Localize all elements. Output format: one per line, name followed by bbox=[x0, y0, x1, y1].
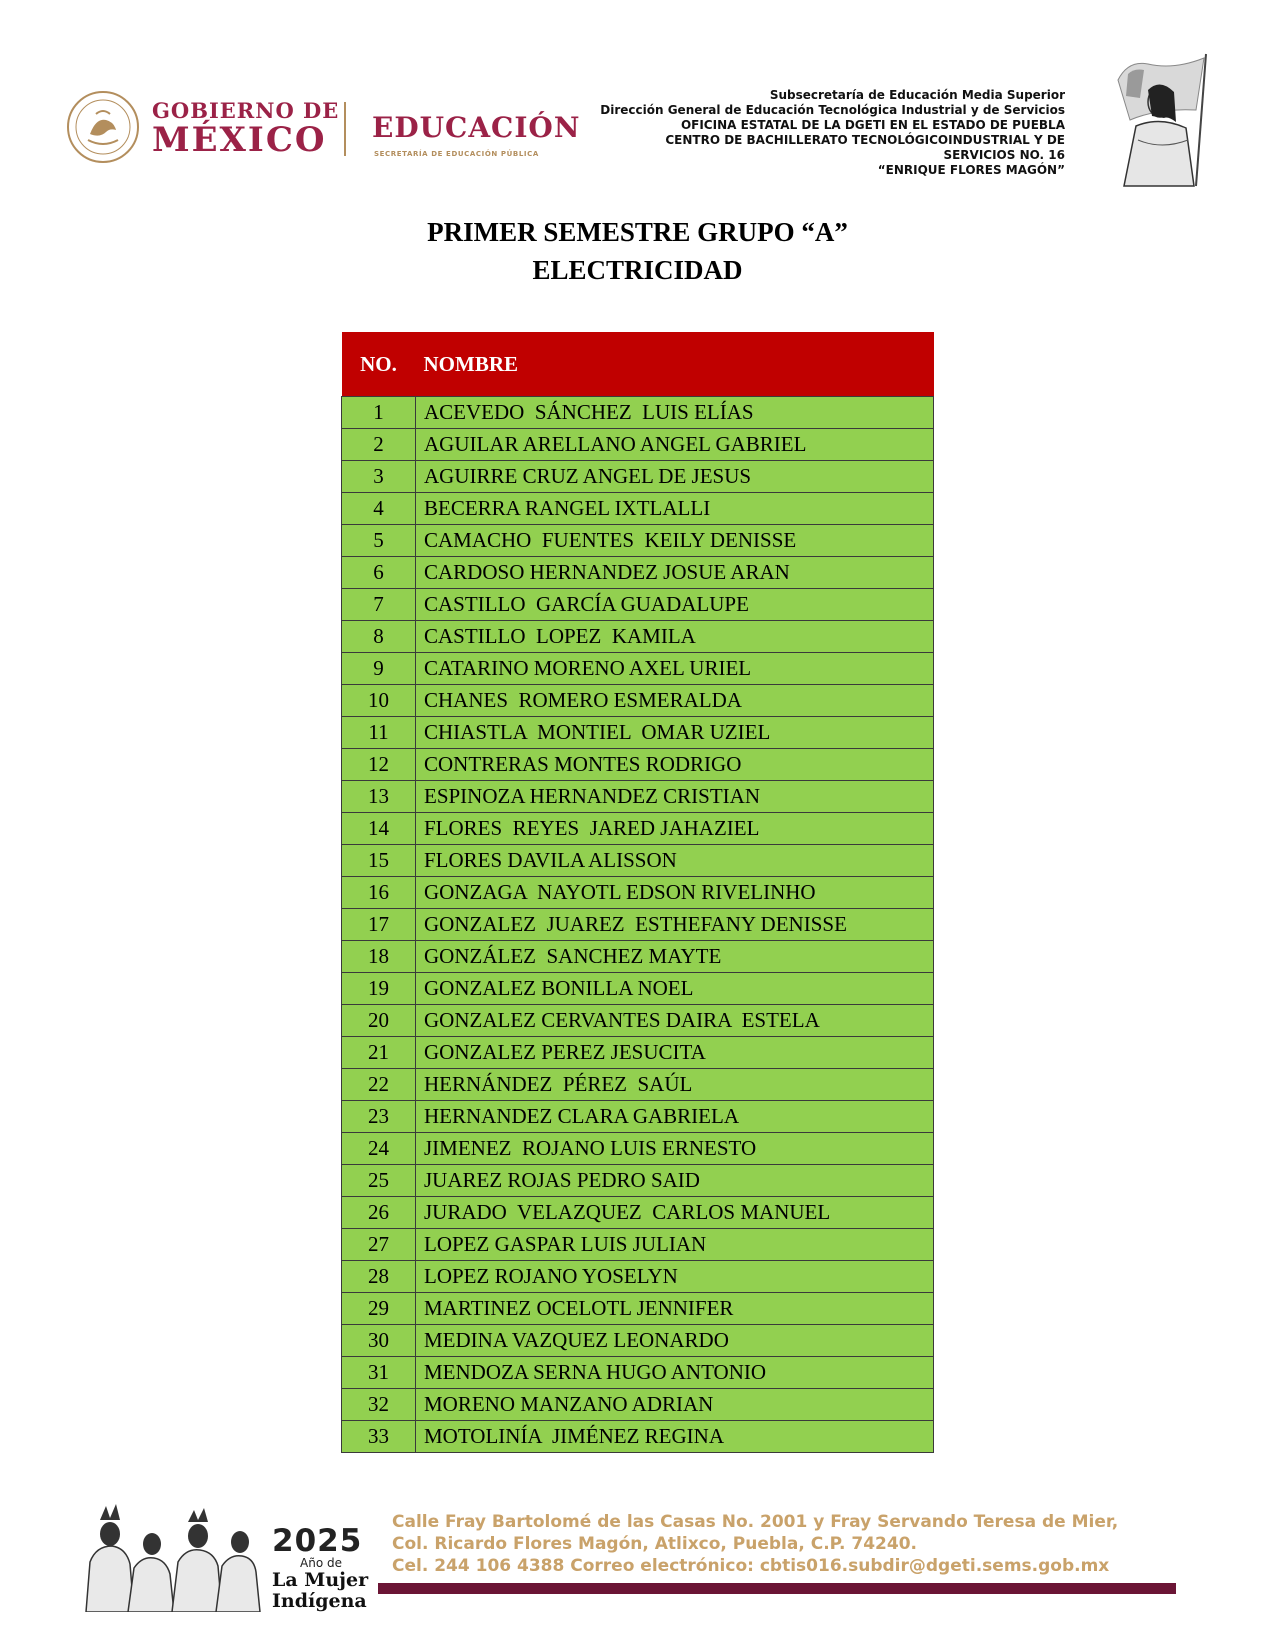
row-number: 33 bbox=[342, 1421, 416, 1453]
gobierno-line1: GOBIERNO DE bbox=[152, 98, 340, 123]
table-row bbox=[342, 877, 934, 909]
student-name: HERNANDEZ CLARA GABRIELA bbox=[416, 1101, 934, 1133]
student-list-table bbox=[341, 332, 934, 1453]
table-row bbox=[342, 557, 934, 589]
row-number: 32 bbox=[342, 1389, 416, 1421]
student-name: CASTILLO LOPEZ KAMILA bbox=[416, 621, 934, 653]
table-row bbox=[342, 1165, 934, 1197]
student-name: CAMACHO FUENTES KEILY DENISSE bbox=[416, 525, 934, 557]
student-name: GONZALEZ PEREZ JESUCITA bbox=[416, 1037, 934, 1069]
student-name: MENDOZA SERNA HUGO ANTONIO bbox=[416, 1357, 934, 1389]
table-row bbox=[342, 813, 934, 845]
student-name: MORENO MANZANO ADRIAN bbox=[416, 1389, 934, 1421]
student-name: JUAREZ ROJAS PEDRO SAID bbox=[416, 1165, 934, 1197]
government-logo-block bbox=[66, 90, 586, 170]
table-row bbox=[342, 653, 934, 685]
student-name: LOPEZ ROJANO YOSELYN bbox=[416, 1261, 934, 1293]
footer-indigena: Indígena bbox=[272, 1590, 367, 1613]
row-number: 27 bbox=[342, 1229, 416, 1261]
student-name: GONZAGA NAYOTL EDSON RIVELINHO bbox=[416, 877, 934, 909]
institution-line: “ENRIQUE FLORES MAGÓN” bbox=[877, 163, 1065, 177]
address-line: Calle Fray Bartolomé de las Casas No. 2001 y Fray Servando Teresa de Mier, bbox=[392, 1512, 1119, 1532]
table-row bbox=[342, 1261, 934, 1293]
student-name: HERNÁNDEZ PÉREZ SAÚL bbox=[416, 1069, 934, 1101]
row-number: 11 bbox=[342, 717, 416, 749]
year-of-indigenous-woman-logo bbox=[272, 1523, 369, 1613]
row-number: 15 bbox=[342, 845, 416, 877]
table-row bbox=[342, 461, 934, 493]
table-row bbox=[342, 429, 934, 461]
document-subtitle: ELECTRICIDAD bbox=[532, 255, 743, 285]
table-row bbox=[342, 973, 934, 1005]
educacion-subtitle: SECRETARÍA DE EDUCACIÓN PÚBLICA bbox=[374, 150, 539, 158]
table-row bbox=[342, 685, 934, 717]
student-name: BECERRA RANGEL IXTLALLI bbox=[416, 493, 934, 525]
row-number: 23 bbox=[342, 1101, 416, 1133]
footer-year: 2025 bbox=[272, 1523, 363, 1559]
row-number: 20 bbox=[342, 1005, 416, 1037]
student-name: MOTOLINÍA JIMÉNEZ REGINA bbox=[416, 1421, 934, 1453]
row-number: 26 bbox=[342, 1197, 416, 1229]
row-number: 12 bbox=[342, 749, 416, 781]
student-name: JIMENEZ ROJANO LUIS ERNESTO bbox=[416, 1133, 934, 1165]
table-row bbox=[342, 781, 934, 813]
address-line: Cel. 244 106 4388 Correo electrónico: cbtis016.subdir@dgeti.sems.gob.mx bbox=[392, 1556, 1110, 1576]
row-number: 24 bbox=[342, 1133, 416, 1165]
row-number: 2 bbox=[342, 429, 416, 461]
row-number: 19 bbox=[342, 973, 416, 1005]
table-row bbox=[342, 1101, 934, 1133]
student-name: MARTINEZ OCELOTL JENNIFER bbox=[416, 1293, 934, 1325]
column-header-no: NO. bbox=[342, 332, 416, 397]
table-row bbox=[342, 525, 934, 557]
table-row bbox=[342, 1421, 934, 1453]
row-number: 21 bbox=[342, 1037, 416, 1069]
student-name: JURADO VELAZQUEZ CARLOS MANUEL bbox=[416, 1197, 934, 1229]
table-row bbox=[342, 493, 934, 525]
row-number: 10 bbox=[342, 685, 416, 717]
student-name: AGUILAR ARELLANO ANGEL GABRIEL bbox=[416, 429, 934, 461]
row-number: 5 bbox=[342, 525, 416, 557]
student-name: LOPEZ GASPAR LUIS JULIAN bbox=[416, 1229, 934, 1261]
table-row bbox=[342, 397, 934, 429]
table-row bbox=[342, 845, 934, 877]
footer-address bbox=[392, 1511, 1118, 1577]
row-number: 6 bbox=[342, 557, 416, 589]
student-name: ESPINOZA HERNANDEZ CRISTIAN bbox=[416, 781, 934, 813]
row-number: 1 bbox=[342, 397, 416, 429]
row-number: 9 bbox=[342, 653, 416, 685]
student-name: ACEVEDO SÁNCHEZ LUIS ELÍAS bbox=[416, 397, 934, 429]
indigenous-women-illustration-icon bbox=[82, 1502, 262, 1612]
row-number: 22 bbox=[342, 1069, 416, 1101]
table-row bbox=[342, 1069, 934, 1101]
row-number: 28 bbox=[342, 1261, 416, 1293]
row-number: 3 bbox=[342, 461, 416, 493]
student-name: CASTILLO GARCÍA GUADALUPE bbox=[416, 589, 934, 621]
student-name: CHIASTLA MONTIEL OMAR UZIEL bbox=[416, 717, 934, 749]
table-header-row bbox=[342, 332, 934, 397]
table-row bbox=[342, 1037, 934, 1069]
table-row bbox=[342, 1325, 934, 1357]
student-name: FLORES REYES JARED JAHAZIEL bbox=[416, 813, 934, 845]
student-name: MEDINA VAZQUEZ LEONARDO bbox=[416, 1325, 934, 1357]
institution-line: Subsecretaría de Educación Media Superior bbox=[769, 88, 1065, 102]
institution-line: Dirección General de Educación Tecnológica Industrial y de Servicios bbox=[600, 103, 1065, 117]
table-row bbox=[342, 1293, 934, 1325]
footer-ano-de: Año de bbox=[300, 1556, 342, 1570]
row-number: 25 bbox=[342, 1165, 416, 1197]
table-row bbox=[342, 1005, 934, 1037]
educacion-wordmark: EDUCACIÓN bbox=[372, 111, 581, 144]
footer-la-mujer: La Mujer bbox=[272, 1569, 369, 1592]
table-row bbox=[342, 589, 934, 621]
row-number: 18 bbox=[342, 941, 416, 973]
institution-heading bbox=[545, 88, 1065, 178]
table-row bbox=[342, 1229, 934, 1261]
row-number: 8 bbox=[342, 621, 416, 653]
student-name: CARDOSO HERNANDEZ JOSUE ARAN bbox=[416, 557, 934, 589]
row-number: 16 bbox=[342, 877, 416, 909]
row-number: 30 bbox=[342, 1325, 416, 1357]
logo-divider bbox=[344, 102, 346, 156]
student-name: GONZALEZ JUAREZ ESTHEFANY DENISSE bbox=[416, 909, 934, 941]
table-row bbox=[342, 941, 934, 973]
table-row bbox=[342, 1357, 934, 1389]
student-name: CATARINO MORENO AXEL URIEL bbox=[416, 653, 934, 685]
institution-line: CENTRO DE BACHILLERATO TECNOLÓGICOINDUSTRIAL Y DE bbox=[665, 133, 1065, 147]
row-number: 13 bbox=[342, 781, 416, 813]
institution-line: OFICINA ESTATAL DE LA DGETI EN EL ESTADO DE PUEBLA bbox=[680, 118, 1065, 132]
row-number: 4 bbox=[342, 493, 416, 525]
table-row bbox=[342, 909, 934, 941]
table-row bbox=[342, 717, 934, 749]
national-seal-icon bbox=[66, 90, 140, 164]
footer-divider-bar bbox=[378, 1583, 1176, 1594]
student-name: GONZALEZ CERVANTES DAIRA ESTELA bbox=[416, 1005, 934, 1037]
table-body bbox=[342, 397, 934, 1453]
document-title: PRIMER SEMESTRE GRUPO “A” bbox=[427, 217, 848, 247]
table-row bbox=[342, 749, 934, 781]
student-name: CONTRERAS MONTES RODRIGO bbox=[416, 749, 934, 781]
row-number: 14 bbox=[342, 813, 416, 845]
student-name: CHANES ROMERO ESMERALDA bbox=[416, 685, 934, 717]
institution-line: SERVICIOS NO. 16 bbox=[943, 148, 1065, 162]
table-row bbox=[342, 621, 934, 653]
gobierno-de-mexico-wordmark bbox=[152, 98, 340, 160]
row-number: 31 bbox=[342, 1357, 416, 1389]
student-name: AGUIRRE CRUZ ANGEL DE JESUS bbox=[416, 461, 934, 493]
table-row bbox=[342, 1133, 934, 1165]
column-header-name: NOMBRE bbox=[416, 332, 934, 397]
row-number: 29 bbox=[342, 1293, 416, 1325]
row-number: 17 bbox=[342, 909, 416, 941]
row-number: 7 bbox=[342, 589, 416, 621]
student-name: GONZÁLEZ SANCHEZ MAYTE bbox=[416, 941, 934, 973]
address-line: Col. Ricardo Flores Magón, Atlixco, Puebla, C.P. 74240. bbox=[392, 1534, 917, 1554]
woman-with-flag-illustration-icon bbox=[1078, 50, 1218, 190]
table-row bbox=[342, 1197, 934, 1229]
student-name: FLORES DAVILA ALISSON bbox=[416, 845, 934, 877]
table-row bbox=[342, 1389, 934, 1421]
gobierno-line2: MÉXICO bbox=[152, 120, 327, 160]
student-name: GONZALEZ BONILLA NOEL bbox=[416, 973, 934, 1005]
